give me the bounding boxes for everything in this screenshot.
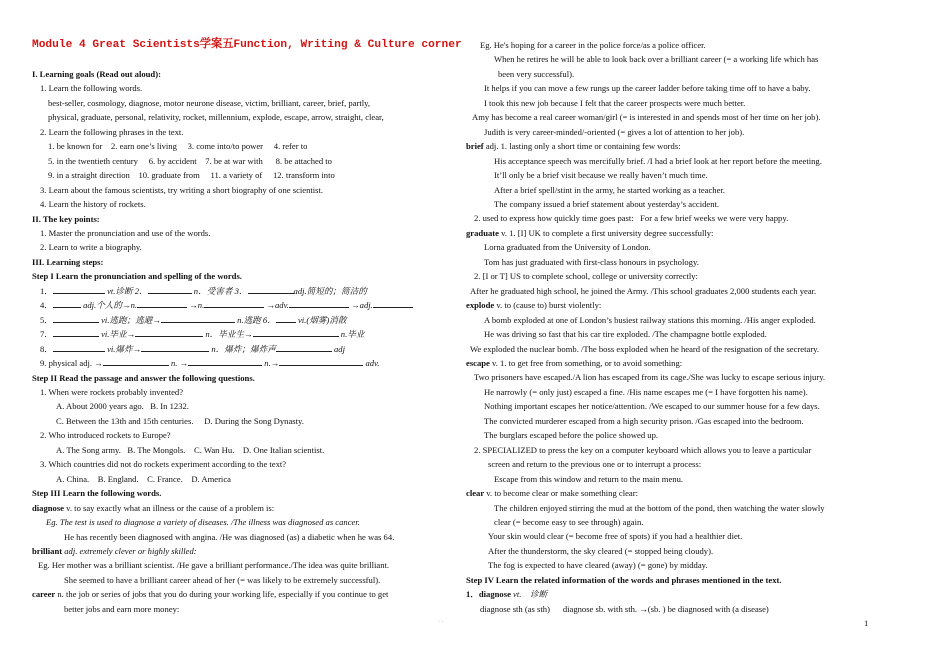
blank[interactable]	[161, 313, 235, 323]
blank[interactable]	[253, 327, 339, 337]
example: When he retires he will be able to look back over a brilliant career (= a working life which has	[494, 54, 819, 65]
goal-2: 2. Learn the following phrases in the text.	[40, 126, 184, 137]
related-item-1: 1．diagnose vt. 诊断	[466, 589, 548, 600]
entry-escape: escape v. 1. to get free from something, or to avoid something:	[466, 357, 683, 368]
sense-2: 2. [I or T] US to complete school, college or university correctly:	[474, 271, 698, 282]
step-1-heading: Step I Learn the pronunciation and spelling of the words.	[32, 271, 242, 282]
example: Escape from this window and return to the main menu.	[494, 473, 684, 484]
entry-diagnose: diagnose v. to say exactly what an illness or the cause of a problem is:	[32, 502, 275, 513]
blank[interactable]	[103, 356, 169, 366]
goal-1: 1. Learn the following words.	[40, 83, 143, 94]
definition-continued: better jobs and earn more money:	[64, 603, 180, 614]
heading-key-points: II. The key points:	[32, 213, 100, 224]
example: A bomb exploded at one of London’s busiest railway stations this morning. /His anger exploded.	[484, 314, 816, 325]
example: It’ll only be a brief visit because we really haven’t much time.	[494, 170, 708, 181]
heading-learning-goals: I. Learning goals (Read out aloud):	[32, 69, 161, 79]
heading-learning-steps: III. Learning steps:	[32, 256, 104, 267]
right-column	[466, 38, 906, 616]
blank[interactable]	[135, 327, 203, 337]
key-point-1: 1. Master the pronunciation and use of the words.	[40, 227, 211, 238]
example: Eg. The test is used to diagnose a variety of diseases. /The illness was diagnosed as cancer.	[46, 517, 360, 528]
example: The children enjoyed stirring the mud at the bottom of the pond, then watching the water slowly	[494, 502, 825, 513]
example: It helps if you can move a few rungs up the career ladder before taking time off to have a baby.	[484, 83, 811, 94]
goal-4: 4. Learn the history of rockets.	[40, 199, 146, 210]
blank[interactable]	[148, 284, 192, 294]
phrases-line-2: 5. in the twentieth century 6. by accident 7. be at war with 8. be attached to	[48, 155, 332, 166]
example: After a brief spell/stint in the army, he started working as a teacher.	[494, 184, 725, 195]
entry-career: career n. the job or series of jobs that you do during your working life, especially if you continue to get	[32, 589, 389, 600]
left-column	[32, 67, 440, 616]
fill-line-5: 8． vi.爆炸→ n．爆炸；爆炸声 adj	[40, 343, 345, 354]
page-title: Module 4 Great Scientists学案五Function, Writing & Culture corner	[32, 39, 462, 51]
blank[interactable]	[53, 298, 81, 308]
example: The convicted murderer escaped from a high security prison. /Gas escaped into the bedroom.	[484, 415, 804, 426]
example: Amy has become a real career woman/girl (= is interested in and spends most of her time on her job).	[472, 112, 821, 123]
blank[interactable]	[276, 342, 332, 352]
example: We exploded the nuclear bomb. /The boss exploded when he heard of the resignation of the secretary.	[470, 343, 820, 354]
example: Tom has just graduated with first-class honours in psychology.	[484, 256, 699, 267]
example: His acceptance speech was mercifully brief. /I had a brief look at her report before the meeting.	[494, 155, 822, 166]
entry-brief: brief adj. 1. lasting only a short time or containing few words:	[466, 141, 681, 152]
example: been very successful).	[498, 68, 575, 79]
blank[interactable]	[53, 342, 105, 352]
fill-line-3: 5． vi.逃跑；逃避→ n.逃跑 6． vi.(烟雾)消散	[40, 314, 347, 325]
step-3-heading: Step III Learn the following words.	[32, 488, 162, 499]
blank[interactable]	[276, 313, 296, 323]
sense-2: 2. SPECIALIZED to press the key on a computer keyboard which allows you to leave a particular	[474, 444, 812, 455]
blank[interactable]	[248, 284, 294, 294]
example: Judith is very career-minded/-oriented (= gives a lot of attention to her job).	[484, 126, 745, 137]
fill-line-1: 1． vt.诊断 2． n．受害者 3． adj.简短的；简洁的	[40, 285, 367, 296]
example: Your skin would clear (= become free of spots) if you had a healthier diet.	[488, 531, 743, 542]
example: Two prisoners have escaped./A lion has escaped from its cage./She was lucky to escape serious injury.	[474, 372, 826, 383]
example: The fog is expected to have cleared (away) (= gone) by midday.	[488, 560, 708, 571]
blank[interactable]	[289, 298, 349, 308]
question-2-options: A. The Song army. B. The Mongols. C. Wan Hu. D. One Italian scientist.	[56, 444, 325, 455]
fill-line-2: 4． adj.个人的→n. →n. →adv. →adj.	[32, 298, 440, 312]
entry-brilliant: brilliant adj. extremely clever or highly skilled:	[32, 545, 197, 556]
question-1-options: A. About 2000 years ago. B. In 1232.	[56, 401, 189, 412]
blank[interactable]	[137, 298, 187, 308]
example: Lorna graduated from the University of London.	[484, 242, 651, 253]
question-3-options: A. China. B. England. C. France. D. America	[56, 473, 231, 484]
blank[interactable]	[141, 342, 209, 352]
question-1: 1. When were rockets probably invented?	[40, 386, 184, 397]
example: After the thunderstorm, the sky cleared (= stopped being cloudy).	[488, 545, 714, 556]
question-3: 3. Which countries did not do rockets experiment according to the text?	[40, 459, 287, 470]
fill-line-4: 7． vi.毕业→ n．毕业生→ n.毕业	[40, 329, 365, 340]
blank[interactable]	[279, 356, 363, 366]
blank[interactable]	[188, 356, 262, 366]
footer-dots: · ·	[438, 619, 444, 625]
blank[interactable]	[53, 313, 99, 323]
question-1-options-2: C. Between the 13th and 15th centuries. D. During the Song Dynasty.	[56, 415, 304, 426]
page-number: 1	[864, 618, 869, 628]
phrases-line-1: 1. be known for 2. earn one’s living 3. come into/to power 4. refer to	[48, 141, 308, 152]
example: The company issued a brief statement about yesterday’s accident.	[494, 198, 720, 209]
blank[interactable]	[53, 327, 99, 337]
fill-line-6: 9. physical adj. → n. → n.→ adv.	[40, 358, 380, 369]
sense-2: 2. used to express how quickly time goes past: For a few brief weeks we were very happy.	[474, 213, 789, 224]
step-2-heading: Step II Read the passage and answer the following questions.	[32, 372, 255, 383]
blank[interactable]	[53, 284, 105, 294]
example: Eg. He's hoping for a career in the police force/as a police officer.	[480, 40, 706, 50]
example: After he graduated high school, he joined the Army. /This school graduates 2,000 students each year.	[470, 285, 817, 296]
step-4-heading: Step IV Learn the related information of the words and phrases mentioned in the text.	[466, 574, 782, 585]
goal-3: 3. Learn about the famous scientists, try writing a short biography of one scientist.	[40, 184, 324, 195]
example: He narrowly (= only just) escaped a fine. /His name escapes me (= I have forgotten his name).	[484, 386, 808, 397]
word-list-2: physical, graduate, personal, relativity, rocket, millennium, explode, escape, arrow, straight, clear,	[48, 112, 384, 123]
key-point-2: 2. Learn to write a biography.	[40, 242, 142, 253]
example: He was driving so fast that his car tire exploded. /The champagne bottle exploded.	[484, 329, 767, 340]
blank[interactable]	[204, 298, 264, 308]
entry-clear: clear v. to become clear or make something clear:	[466, 488, 638, 499]
entry-graduate: graduate v. 1. [I] UK to complete a first university degree successfully:	[466, 227, 714, 238]
entry-explode: explode v. to (cause to) burst violently:	[466, 300, 602, 311]
example: clear (= become easy to see through) again.	[494, 516, 644, 527]
example: He has recently been diagnosed with angina. /He was diagnosed (as) a diabetic when he was 64.	[64, 531, 395, 542]
example: Eg. Her mother was a brilliant scientist. /He gave a brilliant performance./The idea was quite brilliant.	[38, 560, 390, 571]
example: I took this new job because I felt that the career prospects were much better.	[484, 97, 746, 108]
related-usage: diagnose sth (as sth) diagnose sb. with sth. →(sb. ) be diagnosed with (a disease)	[480, 603, 769, 614]
example: Nothing important escapes her notice/attention. /We escaped to our summer house for a few days.	[484, 401, 820, 412]
example: She seemed to have a brilliant career ahead of her (= was likely to be extremely successful).	[64, 574, 381, 585]
question-2: 2. Who introduced rockets to Europe?	[40, 430, 171, 441]
blank[interactable]	[373, 298, 413, 308]
phrases-line-3: 9. in a straight direction 10. graduate from 11. a variety of 12. transform into	[48, 170, 335, 181]
example: The burglars escaped before the police showed up.	[484, 430, 659, 441]
definition-continued: screen and return to the previous one or to interrupt a process:	[488, 459, 702, 470]
word-list-1: best-seller, cosmology, diagnose, motor neurone disease, victim, brilliant, career, brief, partly,	[48, 97, 371, 108]
